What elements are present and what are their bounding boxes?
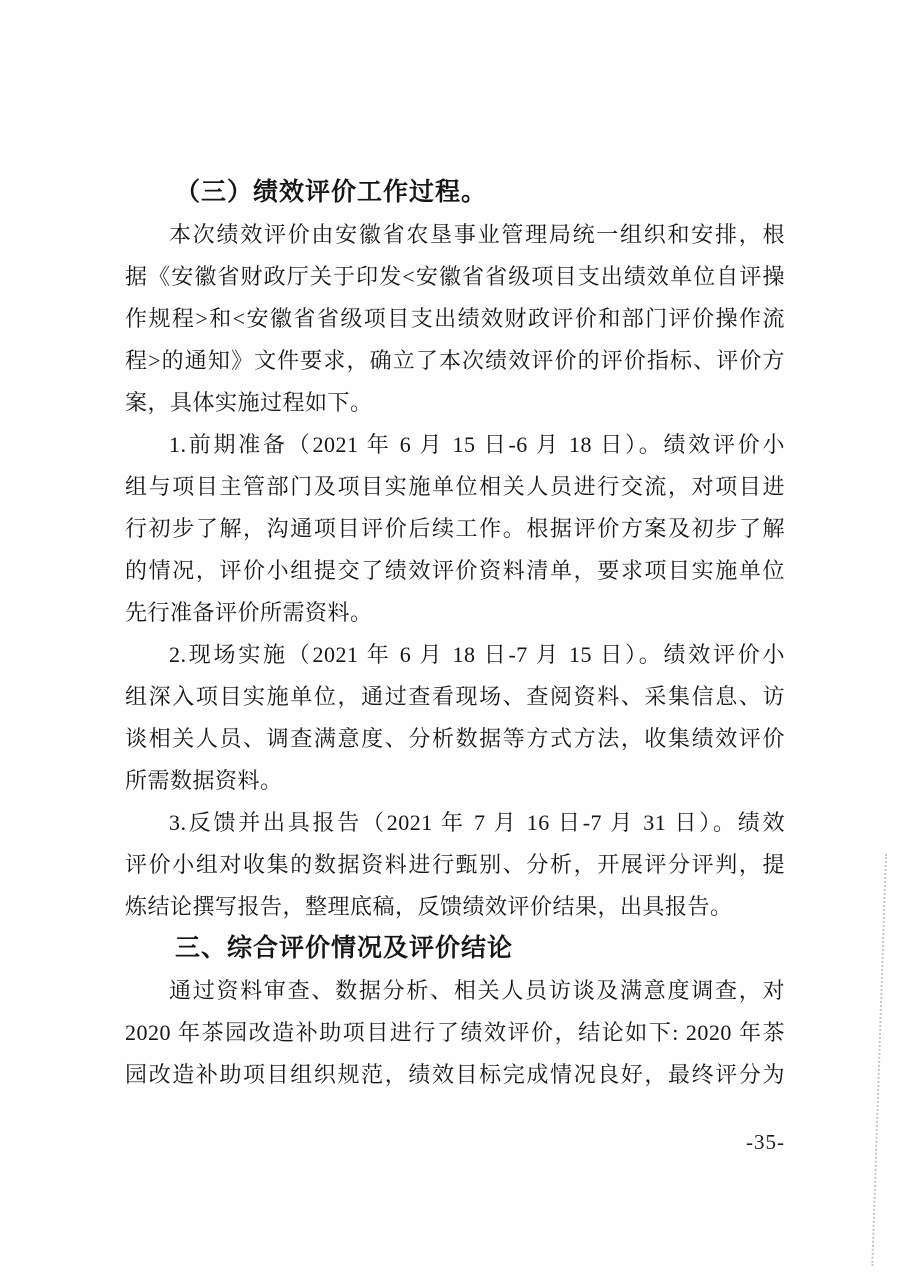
text-line: 3.反馈并出具报告（2021 年 7 月 16 日-7 月 31 日）。绩效 (169, 810, 785, 835)
text-line: 园改造补助项目组织规范，绩效目标完成情况良好，最终评分为 (125, 1062, 785, 1087)
text-line: 作规程>和<安徽省省级项目支出绩效财政评价和部门评价操作流 (125, 306, 785, 331)
page-number: -35- (746, 1130, 785, 1154)
text-line: 本次绩效评价由安徽省农垦事业管理局统一组织和安排，根 (169, 222, 785, 247)
text-line: 2.现场实施（2021 年 6 月 18 日-7 月 15 日）。绩效评价小 (169, 642, 785, 667)
text-line: 行初步了解，沟通项目评价后续工作。根据评价方案及初步了解 (125, 516, 785, 541)
text-line: 谈相关人员、调查满意度、分析数据等方式方法，收集绩效评价 (125, 726, 785, 751)
text-line: 1.前期准备（2021 年 6 月 15 日-6 月 18 日）。绩效评价小 (169, 432, 785, 457)
document-body (125, 172, 785, 1096)
text-line: 组与项目主管部门及项目实施单位相关人员进行交流，对项目进 (125, 474, 785, 499)
text-line: 所需数据资料。 (125, 768, 283, 793)
text-line: 炼结论撰写报告，整理底稿，反馈绩效评价结果，出具报告。 (125, 894, 733, 919)
text-line: 通过资料审查、数据分析、相关人员访谈及满意度调查，对 (169, 978, 785, 1003)
text-line: 的情况，评价小组提交了绩效评价资料清单，要求项目实施单位 (125, 558, 785, 583)
text-line: 程>的通知》文件要求，确立了本次绩效评价的评价指标、评价方 (125, 348, 785, 373)
text-line: 案，具体实施过程如下。 (125, 390, 373, 415)
text-line: 组深入项目实施单位，通过查看现场、查阅资料、采集信息、访 (125, 684, 785, 709)
scan-artifact-line (871, 854, 887, 1266)
text-line: 据《安徽省财政厅关于印发<安徽省省级项目支出绩效单位自评操 (125, 264, 785, 289)
text-line: 2020 年茶园改造补助项目进行了绩效评价，结论如下: 2020 年茶 (125, 1020, 785, 1045)
text-line: 先行准备评价所需资料。 (125, 600, 373, 625)
text-line: 评价小组对收集的数据资料进行甄别、分析，开展评分评判，提 (125, 852, 785, 877)
section-heading: 三、综合评价情况及评价结论 (175, 935, 514, 962)
section-heading: （三）绩效评价工作过程。 (175, 179, 488, 206)
